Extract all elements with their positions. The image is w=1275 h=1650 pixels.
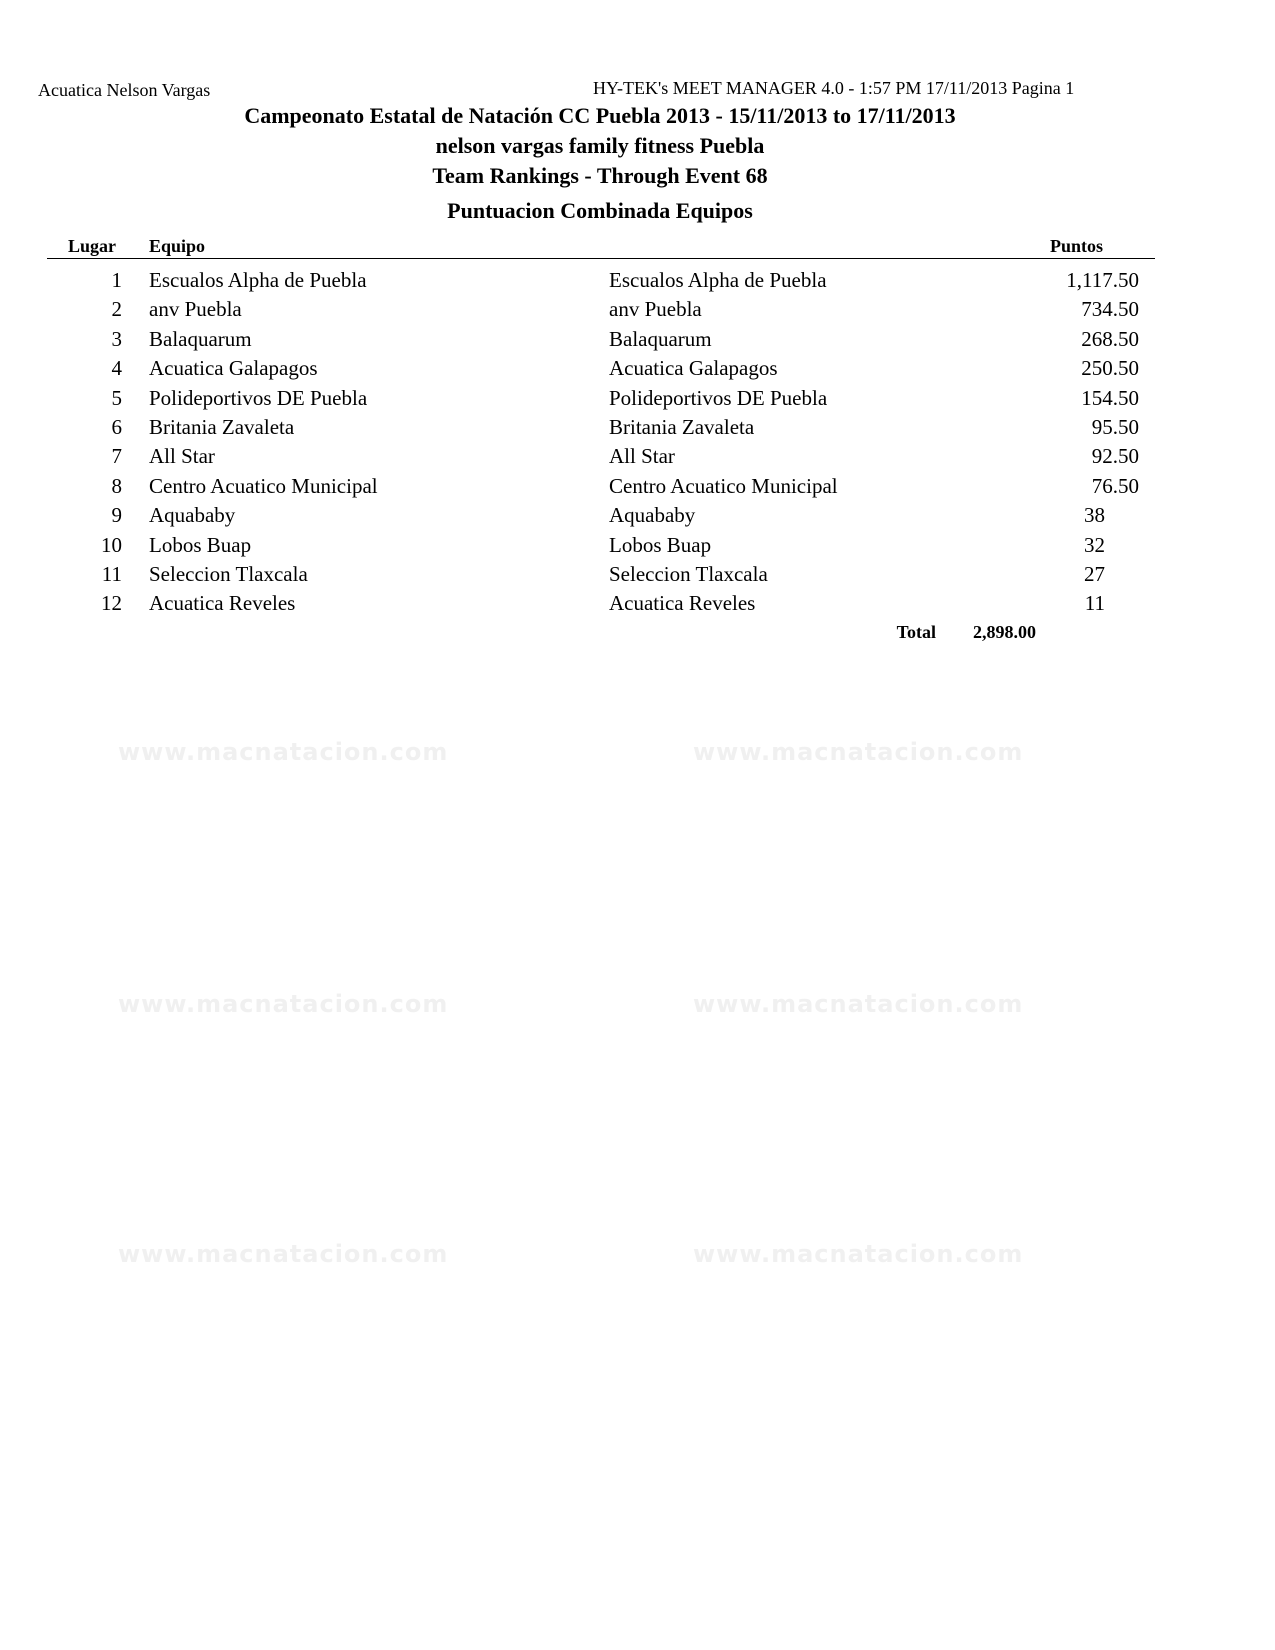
watermark: www.macnatacion.com — [118, 738, 449, 766]
table-row — [0, 327, 1275, 356]
table-row — [0, 474, 1275, 503]
place: 6 — [111, 415, 122, 439]
points: 38 — [1084, 503, 1105, 528]
team-name: Lobos Buap — [149, 532, 252, 557]
team-full-name: Seleccion Tlaxcala — [609, 562, 768, 586]
team-full-name: Aquababy — [609, 503, 696, 528]
points: 1,117.50 — [1066, 268, 1139, 292]
place: 12 — [101, 591, 122, 616]
column-header-place: Lugar — [68, 236, 117, 256]
watermark: www.macnatacion.com — [693, 1240, 1024, 1268]
place: 7 — [111, 444, 122, 469]
table-row — [0, 533, 1275, 562]
report-subtitle: Puntuacion Combinada Equipos — [447, 198, 753, 223]
team-name: Aquababy — [149, 503, 236, 528]
place: 4 — [111, 356, 122, 381]
watermark: www.macnatacion.com — [118, 1240, 449, 1268]
place: 10 — [101, 532, 122, 557]
team-name: Seleccion Tlaxcala — [149, 562, 308, 586]
team-name: Escualos Alpha de Puebla — [149, 268, 367, 292]
column-header-points: Puntos — [1050, 236, 1104, 256]
place: 8 — [111, 473, 122, 498]
column-header-team: Equipo — [149, 236, 206, 256]
points: 92.50 — [1091, 444, 1139, 469]
table-row — [0, 268, 1275, 297]
team-full-name: Acuatica Reveles — [609, 591, 756, 616]
points: 154.50 — [1081, 385, 1139, 410]
header-team: Acuatica Nelson Vargas — [38, 80, 211, 100]
team-name: Polideportivos DE Puebla — [149, 385, 368, 410]
team-full-name: Escualos Alpha de Puebla — [609, 268, 827, 292]
team-full-name: anv Puebla — [609, 297, 702, 322]
total-value: 2,898.00 — [973, 622, 1036, 642]
table-row — [0, 503, 1275, 532]
points: 76.50 — [1091, 473, 1139, 498]
points: 95.50 — [1091, 415, 1139, 439]
team-full-name: All Star — [609, 444, 675, 469]
table-row — [0, 297, 1275, 326]
table-row — [0, 356, 1275, 385]
team-full-name: Britania Zavaleta — [609, 415, 755, 439]
team-name: anv Puebla — [149, 297, 242, 322]
table-row — [0, 444, 1275, 473]
place: 5 — [111, 385, 122, 410]
points: 27 — [1084, 562, 1105, 586]
points: 11 — [1084, 591, 1105, 616]
points: 734.50 — [1081, 297, 1139, 322]
total-label: Total — [896, 622, 936, 642]
place: 2 — [111, 297, 122, 322]
place: 1 — [111, 268, 122, 292]
header-divider — [47, 258, 1155, 259]
team-name: All Star — [149, 444, 215, 469]
meet-title: Campeonato Estatal de Natación CC Puebla 2013 - 15/11/2013 to 17/11/2013 — [244, 103, 956, 128]
table-row — [0, 415, 1275, 444]
team-name: Centro Acuatico Municipal — [149, 473, 378, 498]
table-row — [0, 562, 1275, 591]
meet-host: nelson vargas family fitness Puebla — [435, 133, 765, 158]
place: 3 — [111, 326, 122, 351]
team-full-name: Balaquarum — [609, 326, 712, 351]
team-full-name: Centro Acuatico Municipal — [609, 473, 838, 498]
header-software-info: HY-TEK's MEET MANAGER 4.0 - 1:57 PM 17/11/2013 Pagina 1 — [593, 78, 1075, 98]
team-full-name: Polideportivos DE Puebla — [609, 385, 828, 410]
points: 32 — [1084, 532, 1105, 557]
team-name: Acuatica Reveles — [149, 591, 296, 616]
team-name: Balaquarum — [149, 326, 252, 351]
report-title: Team Rankings - Through Event 68 — [432, 163, 768, 188]
team-name: Britania Zavaleta — [149, 415, 295, 439]
points: 250.50 — [1081, 356, 1139, 381]
place: 11 — [101, 562, 122, 586]
watermark: www.macnatacion.com — [693, 738, 1024, 766]
watermark: www.macnatacion.com — [118, 990, 449, 1018]
place: 9 — [111, 503, 122, 528]
team-name: Acuatica Galapagos — [149, 356, 318, 381]
watermark: www.macnatacion.com — [693, 990, 1024, 1018]
table-row — [0, 386, 1275, 415]
table-row — [0, 591, 1275, 620]
team-full-name: Lobos Buap — [609, 532, 712, 557]
points: 268.50 — [1081, 326, 1139, 351]
team-full-name: Acuatica Galapagos — [609, 356, 778, 381]
